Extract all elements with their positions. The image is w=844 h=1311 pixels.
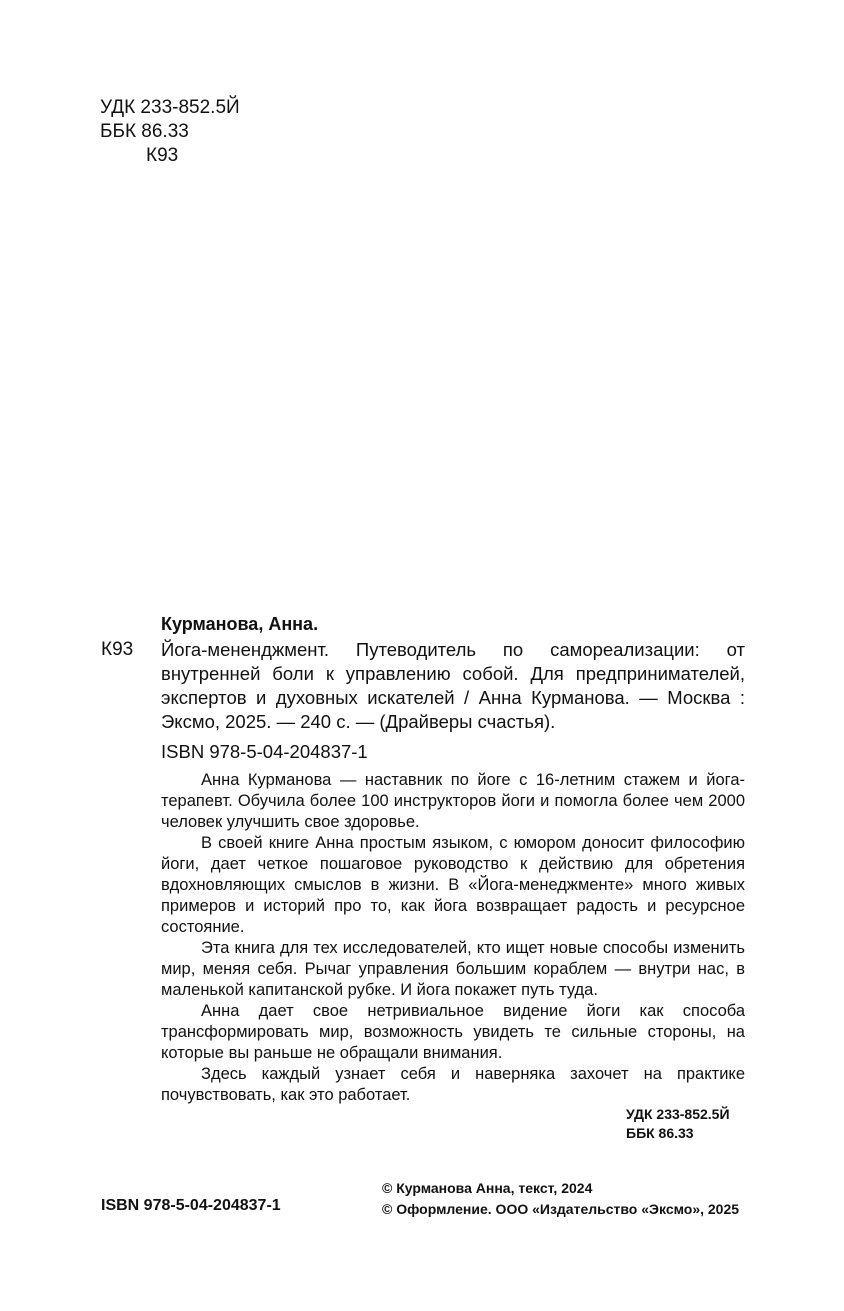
record-author: Курманова, Анна. xyxy=(161,614,319,634)
annotation-paragraph: В своей книге Анна простым языком, с юмором доносит философию йоги, дает четкое пошаговое руководство к действию для обретения вдохновляющих смыслов в жизни. В «Йога-менеджменте» много живых примеров и историй про то, как йога возвращает радость и ресурсное состояние. xyxy=(161,834,745,936)
classification-codes-top xyxy=(100,96,240,168)
author-mark: К93 xyxy=(146,145,179,166)
annotation xyxy=(161,770,745,1106)
record-isbn: ISBN 978-5-04-204837-1 xyxy=(161,741,368,762)
annotation-paragraph: Эта книга для тех исследователей, кто ищет новые способы изменить мир, меняя себя. Рычаг управления большим кораблем — внутри нас, в маленькой капитанской рубке. И йога покажет путь туда. xyxy=(161,939,745,999)
bibliographic-description: Йога-мененджмент. Путеводитель по самореализации: от внутренней боли к управлению собой. Для предпринимателей, экспертов и духовных искателей / Анна Курманова. — Москва : Эксмо, 2025. — 240 с. — (Драйверы счастья). xyxy=(161,639,745,732)
record-author-mark: К93 xyxy=(101,639,134,660)
udk-code-bottom: УДК 233-852.5Й xyxy=(626,1106,730,1122)
udk-code: УДК 233-852.5Й xyxy=(100,97,240,118)
bbk-code: ББК 86.33 xyxy=(100,121,189,142)
annotation-paragraph: Здесь каждый узнает себя и наверняка захочет на практике почувствовать, как это работает. xyxy=(161,1065,745,1104)
annotation-paragraph: Анна Курманова — наставник по йоге с 16-летним стажем и йога-терапевт. Обучила более 100 инструкторов йоги и помогла более чем 2000 человек улучшить свое здоровье. xyxy=(161,771,745,831)
copyright-block xyxy=(382,1178,739,1220)
annotation-paragraph: Анна дает свое нетривиальное видение йоги как способа трансформировать мир, возможность увидеть те сильные стороны, на которые вы раньше не обращали внимания. xyxy=(161,1002,745,1062)
classification-codes-bottom xyxy=(626,1105,730,1143)
bbk-code-bottom: ББК 86.33 xyxy=(626,1125,694,1141)
copyright-text: © Курманова Анна, текст, 2024 xyxy=(382,1180,593,1196)
isbn-footer: ISBN 978-5-04-204837-1 xyxy=(101,1197,281,1214)
copyright-design: © Оформление. ООО «Издательство «Эксмо», 2025 xyxy=(382,1201,740,1217)
